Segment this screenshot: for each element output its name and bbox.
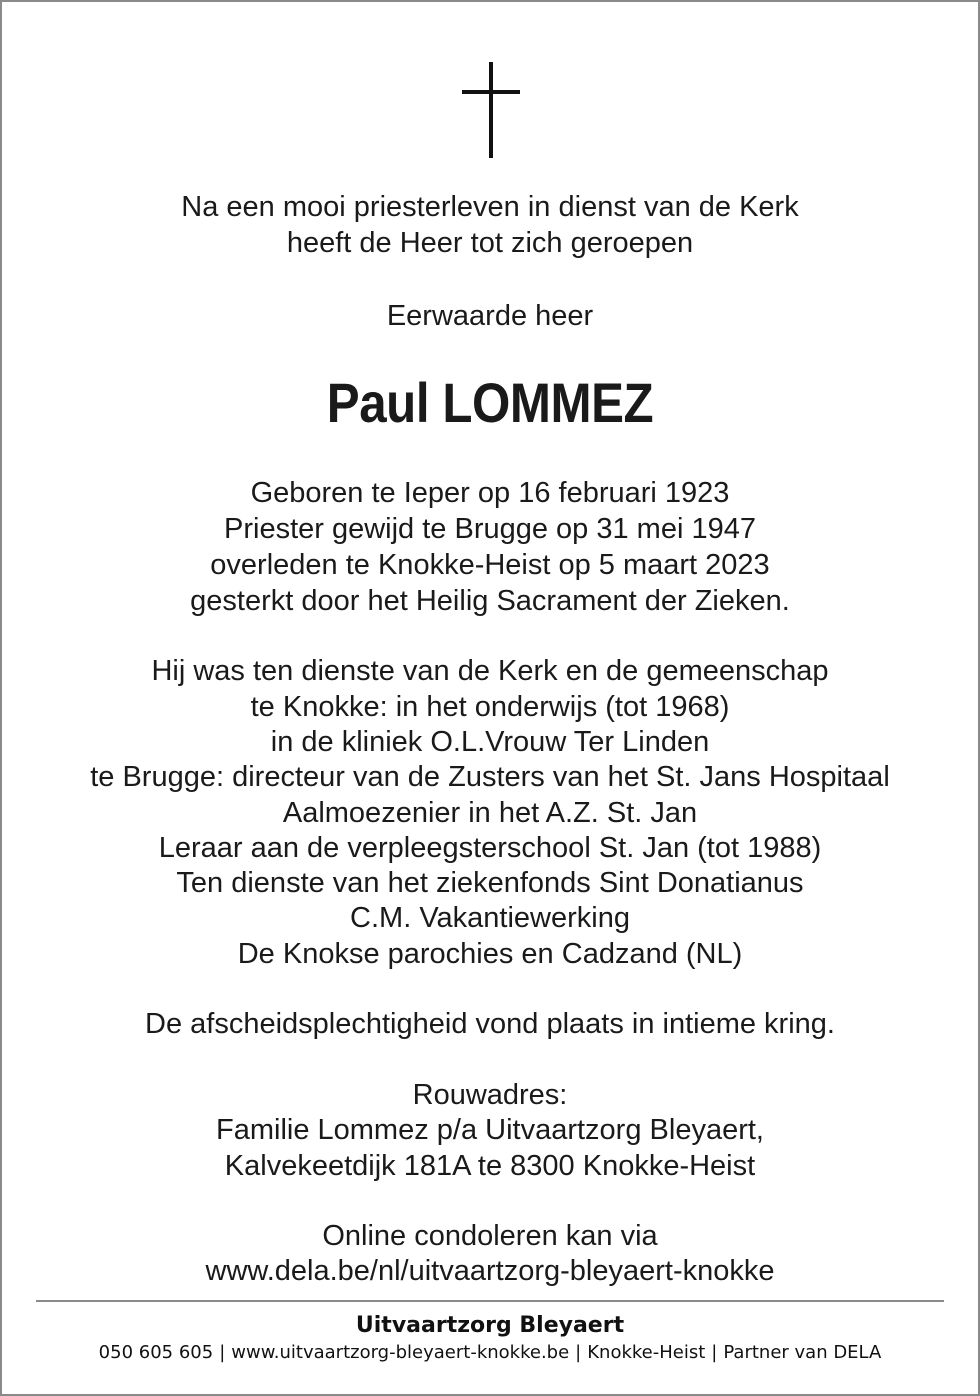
company-website[interactable]: www.uitvaartzorg-bleyaert-knokke.be <box>231 1342 570 1363</box>
separator: | <box>219 1342 226 1363</box>
life-line: overleden te Knokke-Heist op 5 maart 2023 <box>210 549 770 581</box>
service-line: Ten dienste van het ziekenfonds Sint Donatianus <box>176 867 804 899</box>
service-line: Aalmoezenier in het A.Z. St. Jan <box>282 797 698 829</box>
cross-icon <box>462 62 520 158</box>
honorific: Eerwaarde heer <box>386 300 594 332</box>
ceremony-note: De afscheidsplechtigheid vond plaats in intieme kring. <box>145 1008 835 1040</box>
service-line: te Knokke: in het onderwijs (tot 1968) <box>250 691 730 723</box>
address-line: Familie Lommez p/a Uitvaartzorg Bleyaert, <box>216 1114 764 1146</box>
service-line: Leraar aan de verpleegsterschool St. Jan (tot 1988) <box>158 832 822 864</box>
service-line: De Knokse parochies en Cadzand (NL) <box>237 938 743 970</box>
intro-line: heeft de Heer tot zich geroepen <box>286 227 694 259</box>
address-line: Kalvekeetdijk 181A te 8300 Knokke-Heist <box>224 1150 756 1182</box>
service-line: C.M. Vakantiewerking <box>350 902 630 934</box>
company-name: Uitvaartzorg Bleyaert <box>355 1313 625 1338</box>
separator: | <box>711 1342 718 1363</box>
online-intro: Online condoleren kan via <box>322 1220 658 1252</box>
life-line: Priester gewijd te Brugge op 31 mei 1947 <box>224 513 756 545</box>
life-line: gesterkt door het Heilig Sacrament der Zieken. <box>190 585 790 617</box>
service-line: in de kliniek O.L.Vrouw Ter Linden <box>270 726 710 758</box>
deceased-name: Paul LOMMEZ <box>326 371 654 434</box>
online-link[interactable]: www.dela.be/nl/uitvaartzorg-bleyaert-knokke <box>205 1255 775 1287</box>
address-heading: Rouwadres: <box>412 1079 568 1111</box>
phone-number[interactable]: 050 605 605 <box>98 1342 214 1363</box>
service-line: Hij was ten dienste van de Kerk en de gemeenschap <box>151 655 829 687</box>
service-line: te Brugge: directeur van de Zusters van het St. Jans Hospitaal <box>90 761 890 793</box>
separator: | <box>575 1342 582 1363</box>
footer-divider <box>36 1300 944 1302</box>
intro-line: Na een mooi priesterleven in dienst van de Kerk <box>181 191 799 223</box>
cross-vertical-bar <box>489 62 493 158</box>
company-location: Knokke-Heist <box>587 1342 706 1363</box>
cross-horizontal-bar <box>462 90 520 94</box>
life-line: Geboren te Ieper op 16 februari 1923 <box>250 477 730 509</box>
footer-contact <box>0 1341 980 1365</box>
partner-note: Partner van DELA <box>723 1342 882 1363</box>
